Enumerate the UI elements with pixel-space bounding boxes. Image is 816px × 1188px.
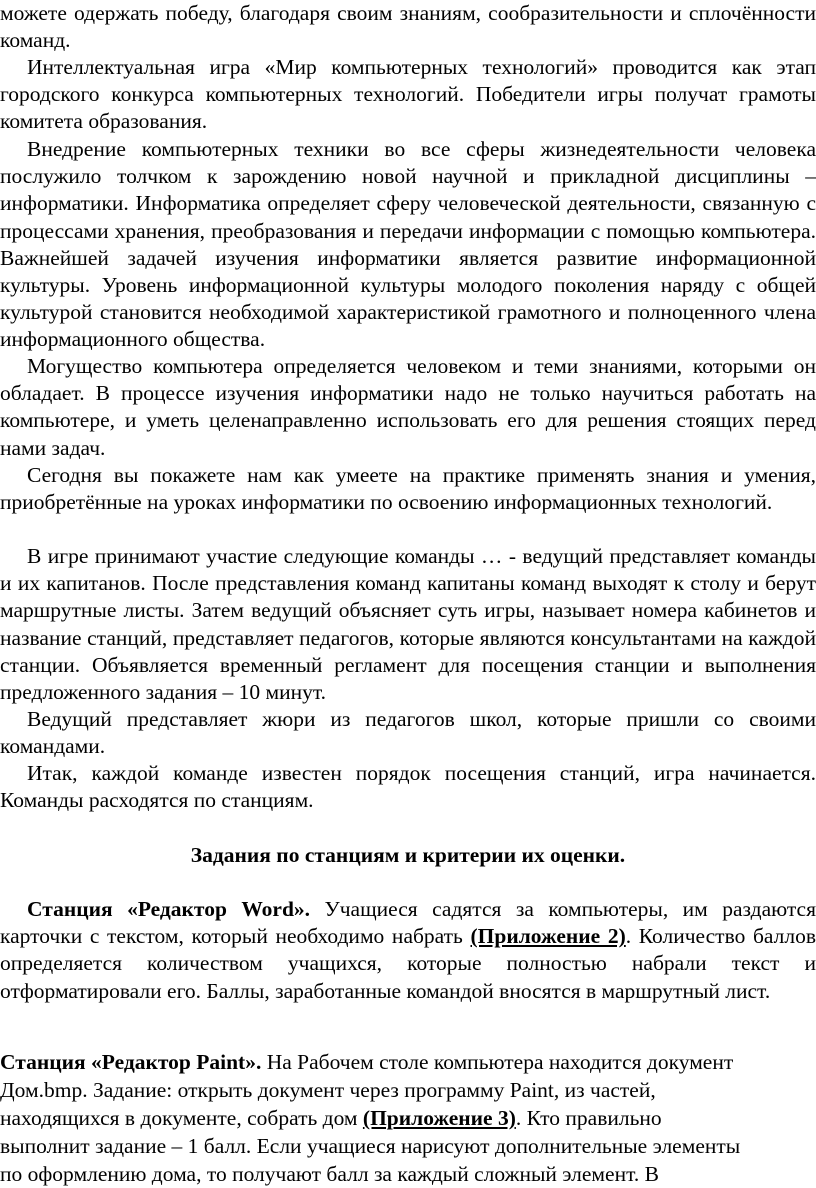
- paragraph-teams: В игре принимают участие следующие команды … - ведущий представляет команды и их капитанов. После представления команд капитаны команд выходят к столу и берут маршрутные листы. Затем ведущий объясняет суть игры, называет номера кабинетов и название станций, представляет педагогов, которые являются консультантами на каждой станции. Объявляется временный регламент для посещения станции и выполнения предложенного задания – 10 минут.: [0, 544, 816, 705]
- station-paint-paragraph: [0, 1048, 816, 1188]
- station-paint-line-1: [0, 1048, 816, 1076]
- station-paint-line-3-end: . Кто правильно: [515, 1106, 662, 1130]
- paragraph-computer-power: Могущество компьютера определяется человеком и теми знаниями, которыми он обладает. В процессе изучения информатики надо не только научиться работать на компьютере, и уметь целенаправленно использовать его для решения стоящих перед нами задач.: [0, 354, 816, 460]
- paragraph-informatics: Внедрение компьютерных техники во все сферы жизнедеятельности человека послужило толчком к зарождению новой научной и прикладной дисциплины – информатики. Информатика определяет сферу человеческой деятельности, связанную с процессами хранения, преобразования и передачи информации с помощью компьютера. Важнейшей задачей изучения информатики является развитие информационной культуры. Уровень информационной культуры молодого поколения наряду с общей культурой становится необходимой характеристикой грамотного и полноценного члена информационного общества.: [0, 137, 816, 352]
- station-paint-line-4: выполнит задание – 1 балл. Если учащиеся нарисуют дополнительные элементы: [0, 1134, 741, 1158]
- paragraph-today: Сегодня вы покажете нам как умеете на практике применять знания и умения, приобретённые на уроках информатики по освоению информационных технологий.: [0, 463, 816, 515]
- station-paint-line-3: [0, 1104, 816, 1132]
- paragraph-game-begins: Итак, каждой команде известен порядок посещения станций, игра начинается. Команды расходятся по станциям.: [0, 761, 816, 813]
- station-paint-line-3-start: находящихся в документе, собрать дом: [0, 1106, 363, 1130]
- station-paint-line-2: Дом.bmp. Задание: открыть документ через программу Paint, из частей,: [0, 1078, 656, 1102]
- paragraph-jury: Ведущий представляет жюри из педагогов школ, которые пришли со своими командами.: [0, 707, 816, 759]
- paragraph-intro-continued: можете одержать победу, благодаря своим знаниям, сообразительности и сплочённости команд.: [0, 1, 816, 53]
- station-word-text-1: Учащиеся садятся за компьютеры, им раздаются карточки с текстом, который необходимо набрать: [0, 897, 816, 949]
- station-word-appendix-link: (Приложение 2): [470, 924, 626, 949]
- station-paint-line-1-text: На Рабочем столе компьютера находится документ: [261, 1050, 734, 1074]
- station-paint-title: Станция «Редактор Paint».: [0, 1050, 262, 1074]
- paragraph-game-description: Интеллектуальная игра «Мир компьютерных технологий» проводится как этап городского конкурса компьютерных технологий. Победители игры получат грамоты комитета образования.: [0, 55, 816, 134]
- station-word-paragraph: [0, 896, 816, 1005]
- station-word-title: Станция «Редактор Word».: [27, 897, 311, 921]
- station-paint-line-5: по оформлению дома, то получают балл за каждый сложный элемент. В: [0, 1162, 659, 1186]
- section-title: Задания по станциям и критерии их оценки.: [190, 843, 626, 867]
- station-paint-appendix-link: (Приложение 3): [362, 1106, 516, 1130]
- station-word-text-2: . Количество баллов определяется количеством учащихся, которые полностью набрали текст и отформатировали его. Баллы, заработанные командой вносятся в маршрутный лист.: [0, 924, 816, 1003]
